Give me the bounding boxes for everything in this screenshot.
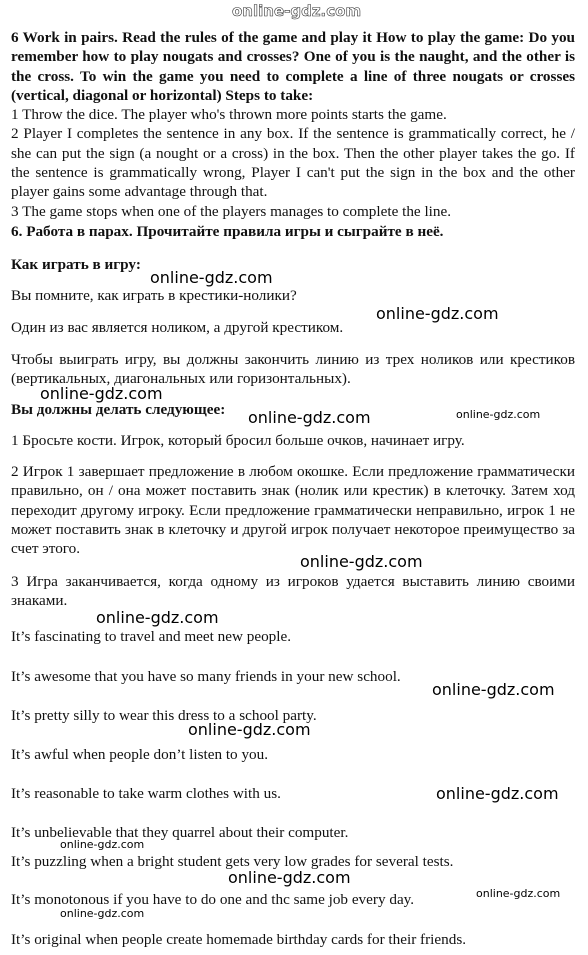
watermark: online-gdz.com [150, 268, 273, 287]
sentence-6: It’s unbelievable that they quarrel about their computer. [11, 824, 349, 841]
russian-remember: Вы помните, как играть в крестики-нолики? [11, 287, 297, 304]
sentence-1: It’s fascinating to travel and meet new people. [11, 628, 292, 645]
russian-step-1: 1 Бросьте кости. Игрок, который бросил больше очков, начинает игру. [11, 432, 465, 449]
watermark: online-gdz.com [436, 784, 559, 803]
russian-steps-heading: Вы должны делать следующее: [11, 401, 226, 418]
watermark: online-gdz.com [96, 608, 219, 627]
sentence-5: It’s reasonable to take warm clothes with us. [11, 785, 281, 802]
sentence-3: It’s pretty silly to wear this dress to a school party. [11, 707, 317, 724]
english-step-3: 3 The game stops when one of the players manages to complete the line. [11, 202, 452, 220]
watermark: online-gdz.com [248, 408, 371, 427]
watermark: online-gdz.com [60, 907, 145, 920]
english-heading: 6 Work in pairs. Read the rules of the game and play it How to play the game: Do you remember how to play nougats and crosses? One of you is the naught, and the other is the cross. To win the game you need to complete a line of three nougats or crosses (vertical, diagonal or horizontal) Steps to take: [11, 29, 575, 104]
watermark: online-gdz.com [60, 838, 145, 851]
english-step-1: 1 Throw the dice. The player who's thrown more points starts the game. [11, 106, 447, 124]
sentence-9: It’s original when people create homemade birthday cards for their friends. [11, 931, 467, 948]
watermark: online-gdz.com [300, 552, 423, 571]
english-step-2: 2 Player I completes the sentence in any box. If the sentence is grammatically correct, he / she can put the sign (a nought or a cross) in the box. Then the other player takes the go. If the sentence is grammatically wrong, Player I can't put the sign in the box and the other player gains some advantage through that. [11, 125, 575, 201]
watermark: online-gdz.com [376, 304, 499, 323]
sentence-4: It’s awful when people don’t listen to you. [11, 746, 269, 763]
sentence-7: It’s puzzling when a bright student gets very low grades for several tests. [11, 853, 454, 870]
english-rules [11, 28, 575, 221]
russian-step-3: 3 Игра заканчивается, когда одному из игроков удается выставить линию своими знаками. [11, 573, 575, 610]
russian-roles: Один из вас является ноликом, а другой крестиком. [11, 319, 344, 336]
watermark: online-gdz.com [188, 720, 311, 739]
russian-heading: 6. Работа в парах. Прочитайте правила игры и сыграйте в неё. [11, 223, 444, 240]
russian-step-2: 2 Игрок 1 завершает предложение в любом окошке. Если предложение грамматически правильно, он / она может поставить знак (нолик или крестик) в клеточку. Затем ход переходит другому игроку. Если предложение грамматически неправильно, игрок 1 не может поставить знак в клеточку и другой игрок получает некоторое преимущество за счет этого. [11, 463, 575, 558]
watermark: online-gdz.com [456, 408, 541, 421]
watermark: online-gdz.com [228, 868, 351, 887]
watermark: online-gdz.com [40, 384, 163, 403]
sentence-8: It’s monotonous if you have to do one and thc same job every day. [11, 891, 415, 908]
watermark: online-gdz.com [476, 887, 561, 900]
russian-how-to-play: Как играть в игру: [11, 256, 141, 273]
russian-win: Чтобы выиграть игру, вы должны закончить линию из трех ноликов или крестиков (вертикальных, диагональных или горизонтальных). [11, 351, 575, 388]
watermark-top: online-gdz.com [232, 2, 362, 20]
sentence-2: It’s awesome that you have so many friends in your new school. [11, 668, 401, 685]
watermark: online-gdz.com [432, 680, 555, 699]
